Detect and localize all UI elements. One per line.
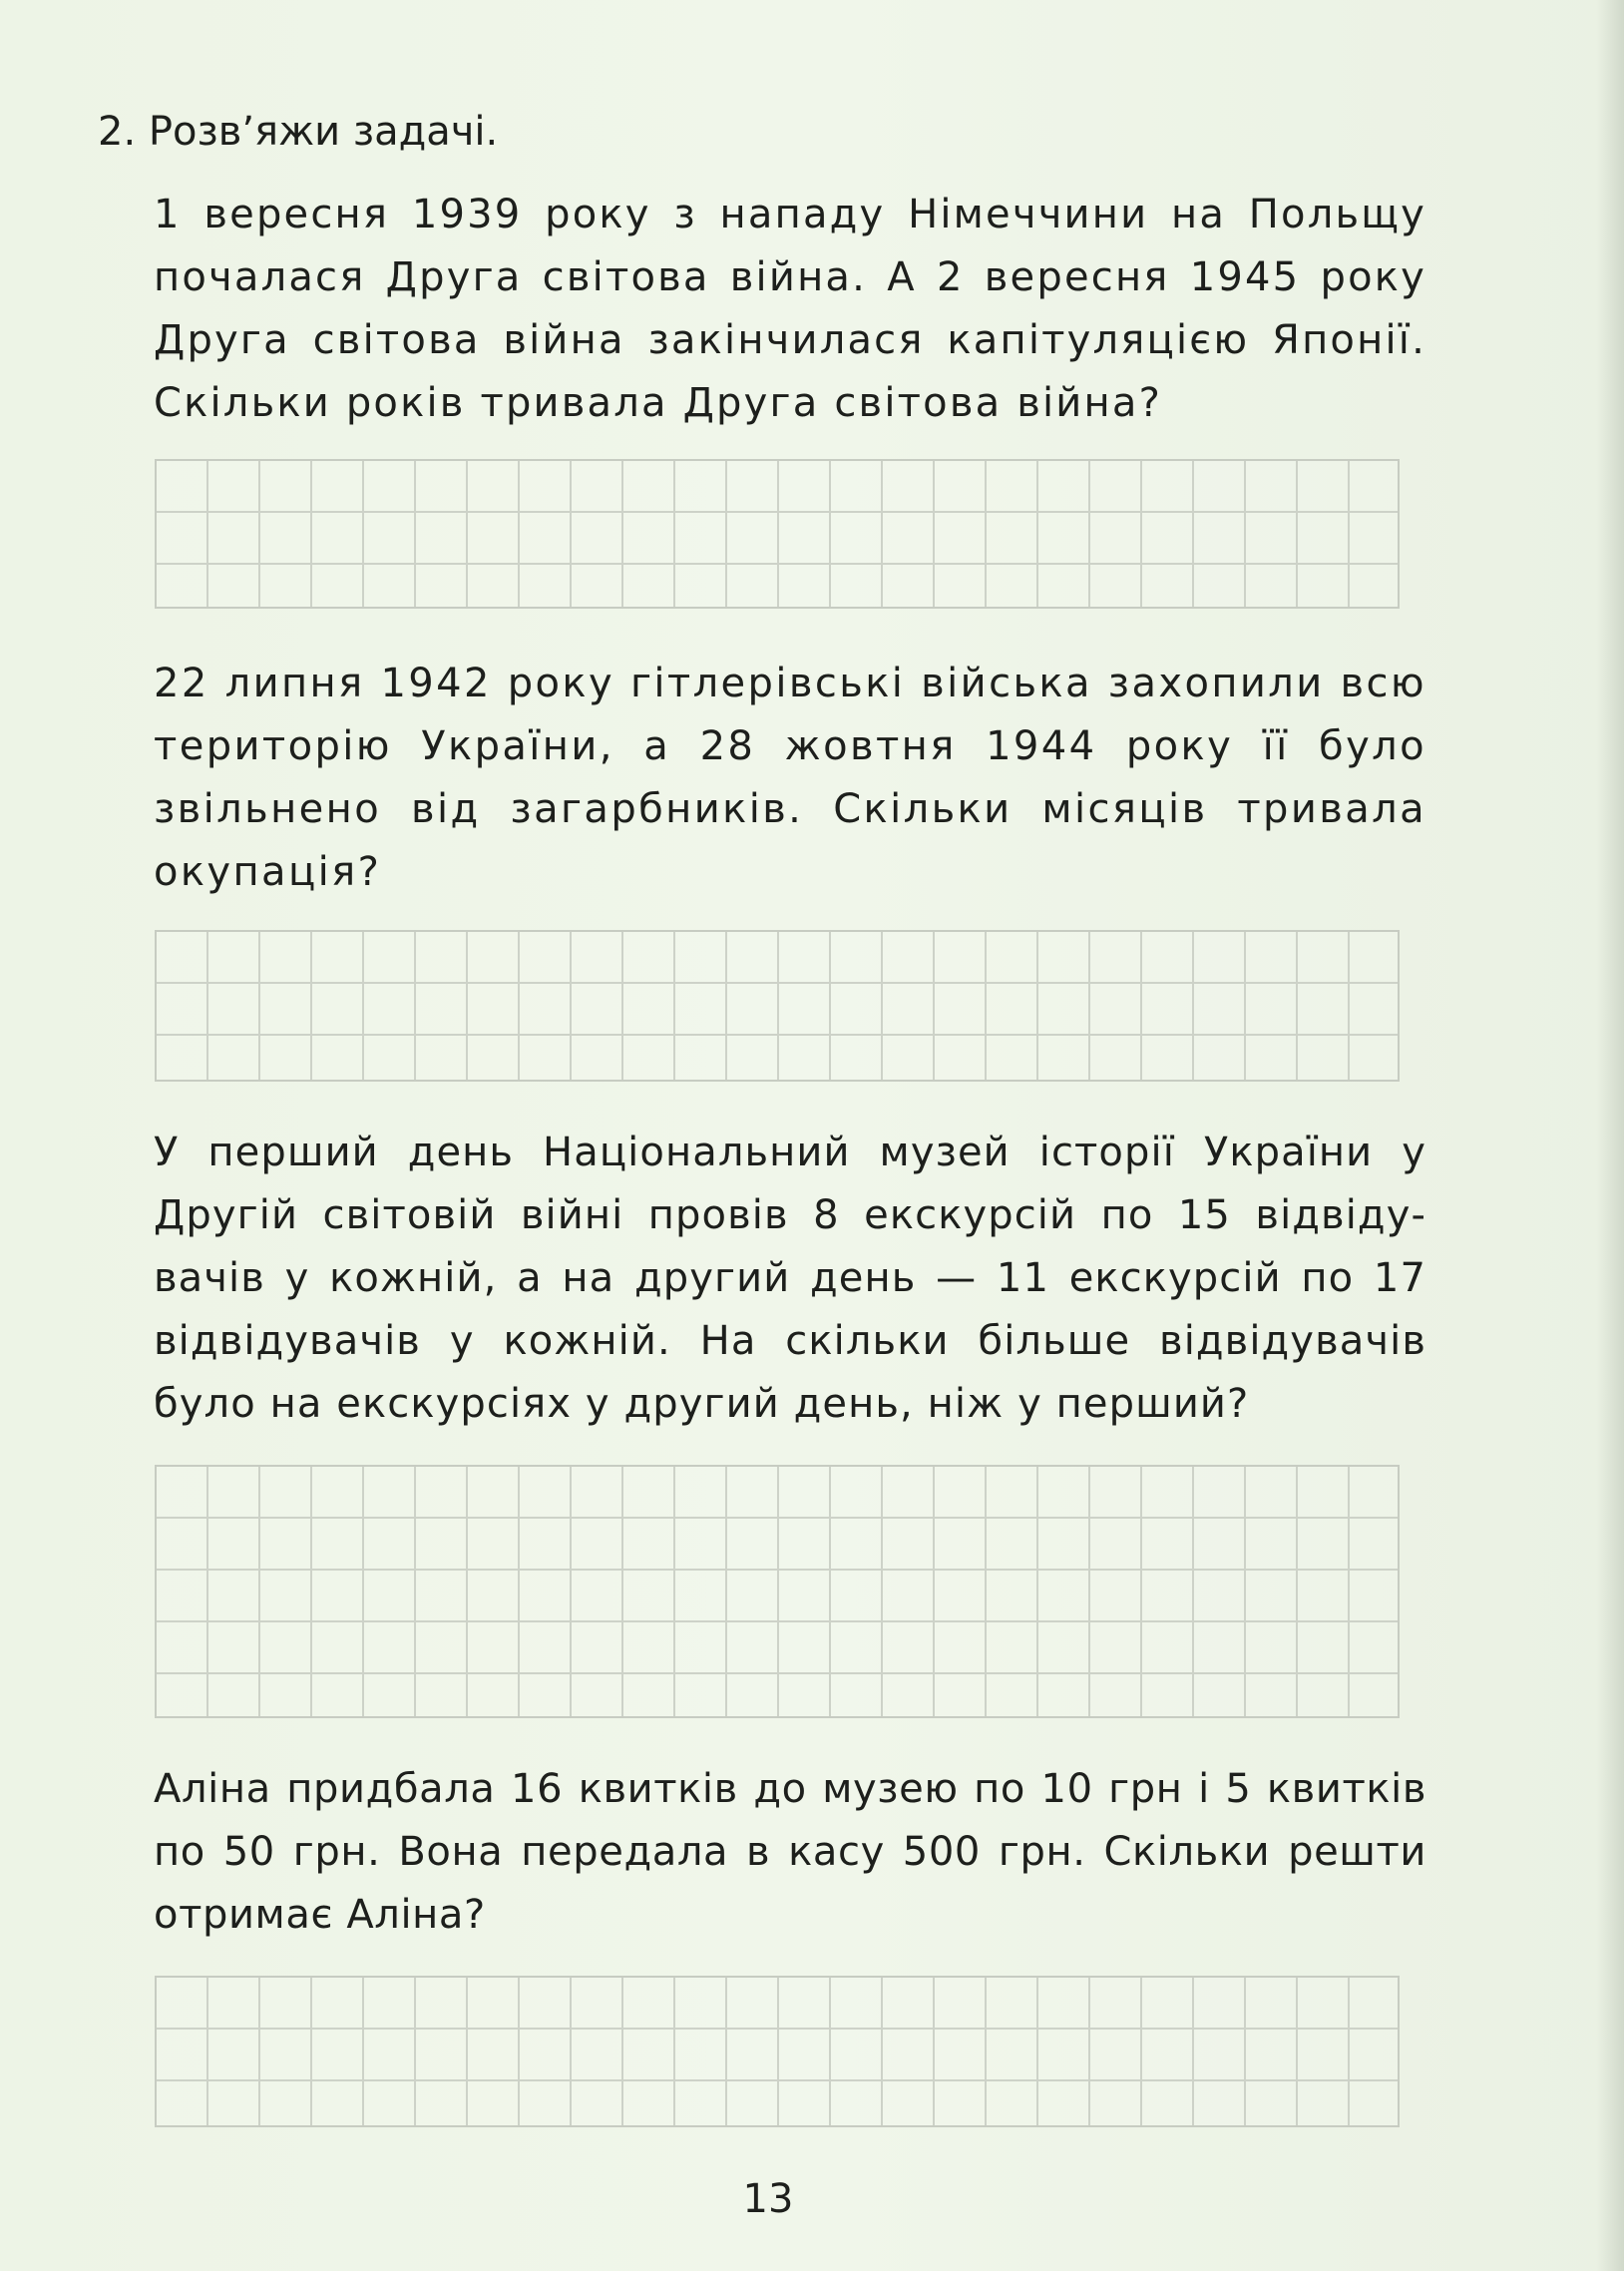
- answer-grid-4[interactable]: [155, 1976, 1400, 2127]
- answer-grid-3[interactable]: [155, 1465, 1400, 1718]
- page-number: 13: [742, 2176, 794, 2222]
- answer-grid-1[interactable]: [155, 459, 1400, 609]
- problem-1-text: 1 вересня 1939 року з нападу Німеччини на Польщу почалася Друга світова війна. А 2 вересня 1945 року Друга світова війна закінчилася капітуляцією Японії. Скільки років тривала Друга світова війна?: [154, 192, 1426, 426]
- answer-grid-2[interactable]: [155, 930, 1400, 1082]
- problem-2-text: 22 липня 1942 року гітлерівські війська захопили всю територію України, а 28 жовтня 1944 року її було звільнено від загарбників. Скільки місяців тривала окупація?: [154, 661, 1426, 895]
- page-edge-shadow: [1596, 0, 1624, 2271]
- task-heading: 2. Розв’яжи задачі.: [98, 109, 499, 155]
- problem-3-text: У перший день Національний музей історії України у Другій світовій війні провів 8 екскурсій по 15 відвіду-вачів у кожній, а на другий день — 11 екскурсій по 17 відвідувачів у кожній. На скільки більше відвідувачів було на екскурсіях у другий день, ніж у перший?: [154, 1130, 1426, 1427]
- problem-4-text: Аліна придбала 16 квитків до музею по 10 грн і 5 квитків по 50 грн. Вона передала в касу 500 грн. Скільки решти отримає Аліна?: [154, 1766, 1426, 1938]
